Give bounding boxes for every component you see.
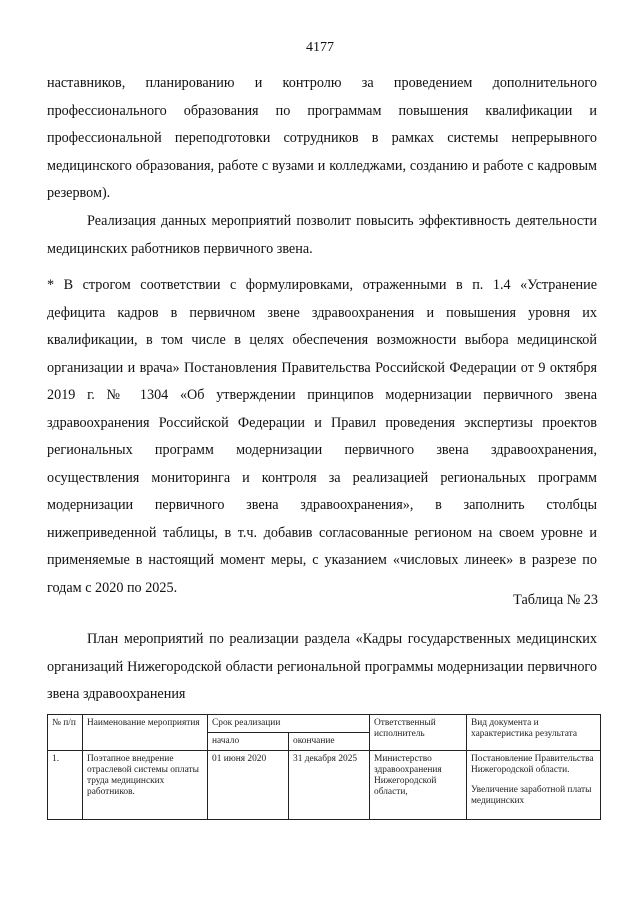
header-responsible: Ответственный исполнитель: [370, 715, 467, 751]
paragraph-efficiency: Реализация данных мероприятий позволит повысить эффективность деятельности медицинских работников первичного звена.: [47, 213, 597, 257]
cell-responsible: Министерство здравоохранения Нижегородской области,: [370, 751, 467, 820]
paragraph-footnote: * В строгом соответствии с формулировками, отраженными в п. 1.4 «Устранение дефицита кадров в первичном звене здравоохранения и повышения уровня их квалификации, в том числе в целях обеспечения возможности выбора медицинской организации и врача» Постановления Правительства Российской Федерации от 9 октября 2019 г. № 1304 «Об утверждении принципов модернизации первичного звена здравоохранения Российской Федерации и Правил проведения экспертизы проектов региональных программ модернизации первичного звена здравоохранения, осуществления мониторинга и контроля за реализацией региональных программ модернизации первичного звена здравоохранения», в заполнить столбцы нижеприведенной таблицы, в т.ч. добавив согласованные регионом на своем уровне и применяемые в настоящий момент меры, с указанием «числовых линеек» в разрезе по годам с 2020 по 2025.: [47, 277, 597, 596]
cell-num: 1.: [48, 751, 83, 820]
table-label: Таблица № 23: [513, 592, 598, 608]
cell-document: [467, 751, 601, 820]
header-name: Наименование мероприятия: [83, 715, 208, 751]
header-period: Срок реализации: [208, 715, 370, 733]
header-end: окончание: [289, 733, 370, 751]
cell-start: 01 июня 2020: [208, 751, 289, 820]
plan-table: [47, 714, 601, 820]
cell-document-line2: Увеличение заработной платы медицинских: [471, 785, 592, 806]
table-caption: План мероприятий по реализации раздела «Кадры государственных медицинских организаций Нижегородской области региональной программы модернизации первичного звена здравоохранения: [47, 631, 597, 702]
page-number: 4177: [306, 40, 334, 55]
header-document: Вид документа и характеристика результата: [467, 715, 601, 751]
cell-document-line1: Постановление Правительства Нижегородской области.: [471, 754, 594, 775]
cell-name: Поэтапное внедрение отраслевой системы оплаты труда медицинских работников.: [83, 751, 208, 820]
table-row: [48, 751, 601, 820]
cell-end: 31 декабря 2025: [289, 751, 370, 820]
paragraph-continuation: наставников, планированию и контролю за проведением дополнительного профессионального образования по программам повышения квалификации и профессиональной переподготовки сотрудников в рамках системы непрерывного медицинского образования, работе с вузами и колледжами, созданию и работе с кадровым резервом).: [47, 75, 597, 201]
header-num: № п/п: [48, 715, 83, 751]
table-header-row: [48, 715, 601, 733]
header-start: начало: [208, 733, 289, 751]
